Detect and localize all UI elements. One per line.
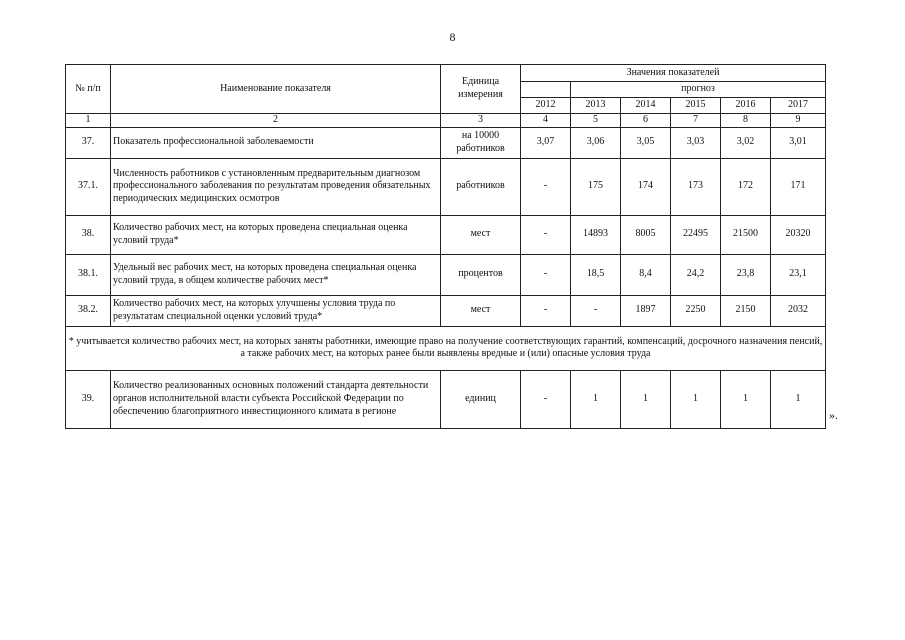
value-cell: 1897 — [621, 295, 671, 326]
value-cell: 2150 — [721, 295, 771, 326]
column-number: 2 — [111, 113, 441, 127]
year-2016: 2016 — [721, 98, 771, 114]
header-forecast: прогноз — [571, 82, 826, 98]
row-number: 38.2. — [66, 295, 111, 326]
value-cell: 22495 — [671, 215, 721, 254]
unit-cell: процентов — [441, 254, 521, 295]
column-number: 5 — [571, 113, 621, 127]
value-cell: 3,05 — [621, 127, 671, 158]
indicator-name: Количество рабочих мест, на которых проведена специальная оценка условий труда* — [111, 215, 441, 254]
value-cell: - — [521, 215, 571, 254]
value-cell: 23,8 — [721, 254, 771, 295]
year-2012: 2012 — [521, 98, 571, 114]
header-unit: Единица измерения — [441, 65, 521, 114]
unit-cell: единиц — [441, 370, 521, 428]
column-number: 4 — [521, 113, 571, 127]
header-values: Значения показателей — [521, 65, 826, 82]
unit-cell: мест — [441, 295, 521, 326]
value-cell: 3,06 — [571, 127, 621, 158]
value-cell: 173 — [671, 158, 721, 215]
value-cell: 23,1 — [771, 254, 826, 295]
table-row — [66, 127, 826, 158]
value-cell: 8005 — [621, 215, 671, 254]
unit-cell: работников — [441, 158, 521, 215]
value-cell: 21500 — [721, 215, 771, 254]
header-row-top — [66, 65, 826, 82]
year-2013: 2013 — [571, 98, 621, 114]
footnote: * учитывается количество рабочих мест, на которых заняты работники, имеющие право на получение соответствующих гарантий, компенсаций, досрочного назначения пенсий, а также рабочих мест, на которых ранее были выявлены вредные и (или) опасные условия труда — [66, 326, 826, 370]
value-cell: 2032 — [771, 295, 826, 326]
value-cell: 18,5 — [571, 254, 621, 295]
year-2017: 2017 — [771, 98, 826, 114]
indicator-name: Показатель профессиональной заболеваемости — [111, 127, 441, 158]
column-number: 6 — [621, 113, 671, 127]
row-number: 39. — [66, 370, 111, 428]
value-cell: 3,01 — [771, 127, 826, 158]
table-row — [66, 370, 826, 428]
value-cell: 1 — [721, 370, 771, 428]
value-cell: 1 — [771, 370, 826, 428]
value-cell: - — [521, 254, 571, 295]
footnote-row — [66, 326, 826, 370]
value-cell: 1 — [671, 370, 721, 428]
value-cell: - — [521, 295, 571, 326]
table-row — [66, 254, 826, 295]
value-cell: 8,4 — [621, 254, 671, 295]
value-cell: 3,03 — [671, 127, 721, 158]
value-cell: 20320 — [771, 215, 826, 254]
indicator-name: Количество реализованных основных положений стандарта деятельности органов исполнительной власти субъекта Российской Федерации по обеспечению благоприятного инвестиционного климата в регионе — [111, 370, 441, 428]
value-cell: 171 — [771, 158, 826, 215]
value-cell: 1 — [571, 370, 621, 428]
page-number: 8 — [449, 30, 456, 44]
value-cell: 1 — [621, 370, 671, 428]
value-cell: 24,2 — [671, 254, 721, 295]
value-cell: 175 — [571, 158, 621, 215]
unit-cell: мест — [441, 215, 521, 254]
column-number: 1 — [66, 113, 111, 127]
header-blank-2012 — [521, 82, 571, 98]
value-cell: - — [571, 295, 621, 326]
column-numbers-row — [66, 113, 826, 127]
closing-quote-mark: ». — [829, 408, 838, 422]
table-row — [66, 215, 826, 254]
indicator-name: Численность работников с установленным предварительным диагнозом профессионального заболевания по результатам проведения обязательных периодических медицинских осмотров — [111, 158, 441, 215]
value-cell: 3,02 — [721, 127, 771, 158]
year-2015: 2015 — [671, 98, 721, 114]
column-number: 9 — [771, 113, 826, 127]
table-row — [66, 295, 826, 326]
value-cell: 3,07 — [521, 127, 571, 158]
value-cell: - — [521, 158, 571, 215]
header-name: Наименование показателя — [111, 65, 441, 114]
unit-cell: на 10000 работников — [441, 127, 521, 158]
column-number: 7 — [671, 113, 721, 127]
row-number: 37. — [66, 127, 111, 158]
year-2014: 2014 — [621, 98, 671, 114]
indicator-name: Количество рабочих мест, на которых улучшены условия труда по результатам специальной оценки условий труда* — [111, 295, 441, 326]
table-row — [66, 158, 826, 215]
value-cell: 14893 — [571, 215, 621, 254]
header-num: № п/п — [66, 65, 111, 114]
value-cell: 2250 — [671, 295, 721, 326]
value-cell: 174 — [621, 158, 671, 215]
indicator-name: Удельный вес рабочих мест, на которых проведена специальная оценка условий труда, в общем количестве рабочих мест* — [111, 254, 441, 295]
row-number: 37.1. — [66, 158, 111, 215]
row-number: 38. — [66, 215, 111, 254]
column-number: 3 — [441, 113, 521, 127]
value-cell: - — [521, 370, 571, 428]
row-number: 38.1. — [66, 254, 111, 295]
value-cell: 172 — [721, 158, 771, 215]
indicators-table — [65, 64, 826, 429]
column-number: 8 — [721, 113, 771, 127]
